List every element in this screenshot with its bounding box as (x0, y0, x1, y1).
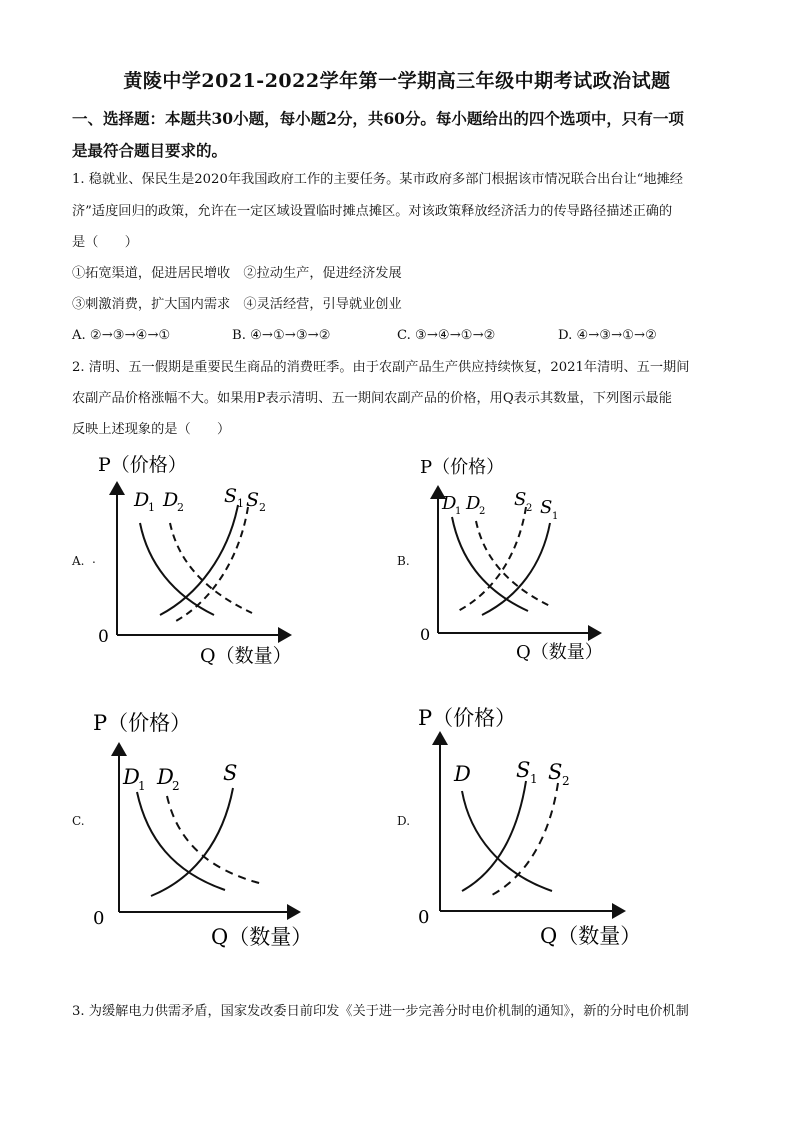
graph-d-x-label: Q（数量） (540, 924, 642, 948)
graph-b-curve-s1 (482, 523, 550, 615)
graph-d-label-s2: S (548, 760, 563, 784)
q1-line3: 是（ ） (72, 235, 138, 250)
graph-d-y-label: P（价格） (418, 706, 517, 730)
graph-c-y-label: P（价格） (93, 711, 192, 735)
graph-b-label-s2: S (514, 489, 527, 510)
graph-c-x-label: Q（数量） (211, 925, 313, 949)
graph-b-option-label: B. (397, 554, 410, 568)
graph-b-origin: 0 (420, 625, 431, 644)
graph-d-option-label: D. (397, 814, 411, 828)
graph-a (88, 445, 308, 675)
graph-b-label-d2: D (466, 493, 481, 514)
q2-line1: 2. 清明、五一假期是重要民生商品的消费旺季。由于农副产品生产供应持续恢复，2021年清明、五一期间 (72, 360, 690, 375)
graph-a-label-d2: D (163, 489, 179, 511)
q1-items-line2: ③刺激消费，扩大国内需求 ④灵活经营，引导就业创业 (72, 297, 402, 312)
graph-a-curve-d1 (140, 523, 214, 615)
q1-line1: 1. 稳就业、保民生是2020年我国政府工作的主要任务。某市政府多部门根据该市情况联合出台让“地摊经 (72, 172, 683, 187)
graph-d-label-s1: S (516, 758, 531, 782)
graph-d (410, 695, 650, 955)
graph-d-label-d: D (454, 762, 471, 786)
page-title: 黄陵中学2021-2022学年第一学期高三年级中期考试政治试题 (123, 70, 671, 92)
graph-b-y-label: P（价格） (420, 457, 505, 478)
q1-option-a: A. ②→③→④→① (72, 328, 171, 343)
graph-c-origin: 0 (93, 908, 105, 929)
graph-a-label-s1-sub: 1 (237, 497, 244, 510)
graph-b-label-s1: S (540, 497, 553, 518)
graph-a-dot: . (92, 552, 96, 566)
graph-b-label-d2-sub: 2 (479, 506, 486, 517)
graph-b-label-d1-sub: 1 (455, 506, 462, 517)
graph-a-label-s2-sub: 2 (259, 501, 266, 514)
graph-a-curve-s2 (176, 507, 248, 621)
q1-option-c: C. ③→④→①→② (397, 328, 496, 343)
graph-a-label-s2: S (246, 489, 260, 511)
graph-a-origin: 0 (98, 627, 109, 647)
q1-option-d: D. ④→③→①→② (558, 328, 657, 343)
graph-b-curve-d2 (476, 521, 552, 607)
graph-a-y-label: P（价格） (98, 454, 187, 476)
graph-a-label-d1: D (134, 489, 150, 511)
graph-b-label-s2-sub: 2 (526, 503, 533, 514)
graph-a-label-d2-sub: 2 (177, 501, 184, 514)
graph-b-label-d1: D (442, 493, 457, 514)
section-heading-line2: 是最符合题目要求的。 (72, 141, 228, 160)
graph-d-label-s1-sub: 1 (530, 772, 538, 786)
graph-c-label-d1-sub: 1 (138, 779, 146, 793)
graph-c-label-d2: D (157, 765, 174, 789)
q1-line2: 济”适度回归的政策，允许在一定区域设置临时摊点摊区。对该政策释放经济活力的传导路径描述正确的 (72, 204, 673, 219)
graph-d-origin: 0 (418, 907, 430, 928)
q1-items-line1: ①拓宽渠道，促进居民增收 ②拉动生产，促进经济发展 (72, 266, 402, 281)
graph-c-option-label: C. (72, 814, 85, 828)
graph-b-x-label: Q（数量） (516, 642, 603, 663)
graph-c-label-d1: D (123, 765, 140, 789)
graph-a-option-label: A. (72, 554, 85, 568)
graph-b-curve-d1 (452, 517, 528, 611)
q3-line1: 3. 为缓解电力供需矛盾，国家发改委日前印发《关于进一步完善分时电价机制的通知》，新的分时电价机制 (72, 1004, 689, 1019)
q1-option-b: B. ④→①→③→② (232, 328, 331, 343)
graph-c-curve-s (151, 788, 233, 896)
graph-a-x-label: Q（数量） (200, 645, 292, 667)
graph-a-label-s1: S (224, 485, 238, 507)
graph-c (85, 700, 320, 960)
graph-c-label-d2-sub: 2 (172, 779, 180, 793)
q2-line3: 反映上述现象的是（ ） (72, 422, 231, 437)
q2-line2: 农副产品价格涨幅不大。如果用P表示清明、五一期间农副产品的价格，用Q表示其数量，下列图示最能 (72, 391, 672, 406)
section-heading-line1: 一、选择题：本题共30小题，每小题2分，共60分。每小题给出的四个选项中，只有一项 (72, 109, 684, 128)
graph-c-label-s: S (223, 761, 238, 785)
graph-d-label-s2-sub: 2 (562, 774, 570, 788)
graph-b-label-s1-sub: 1 (552, 511, 559, 522)
graph-b (410, 445, 610, 675)
graph-a-label-d1-sub: 1 (148, 501, 155, 514)
graph-c-curve-d1 (137, 792, 225, 890)
